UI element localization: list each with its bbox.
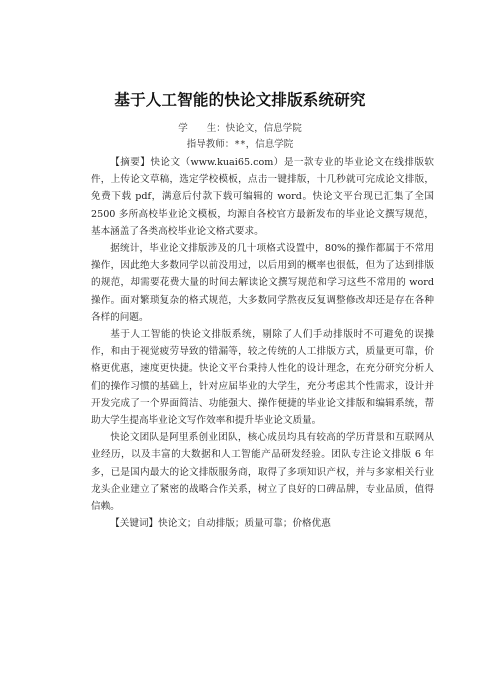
keywords-tag: 【关键词】 xyxy=(110,518,159,530)
abstract-body xyxy=(91,154,434,532)
keywords-paragraph xyxy=(91,515,434,532)
body-paragraph-1: 据统计，毕业论文排版涉及的几十项格式设置中，80%的操作都属于不常用操作，因此绝大多数同学以前没用过，以后用到的概率也很低，但为了达到排版的规范，却需要花费大量的时间去解读论文撰写规范和学习这些不常用的 word 操作。面对繁琐复杂的格式规范，大多数同学熬夜反复调整修改却还是存在各种各样的问题。 xyxy=(91,243,434,323)
keywords-text: 快论文；自动排版；质量可靠；价格优惠 xyxy=(158,518,331,530)
body-paragraph-3: 快论文团队是阿里系创业团队，核心成员均具有较高的学历背景和互联网从业经历，以及丰富的大数据和人工智能产品研发经验。团队专注论文排版 6 年多，已是国内最大的论文排版服务商，取得了多项知识产权，并与多家相关行业龙头企业建立了紧密的战略合作关系，树立了良好的口碑品牌，专业品质，值得信赖。 xyxy=(91,432,434,513)
abstract-tag: 【摘要】 xyxy=(110,157,151,168)
abstract-paragraph xyxy=(91,154,434,240)
abstract-text: 快论文（www.kuai65.com）是一款专业的毕业论文在线排版软件，上传论文草稿，选定学校模板，点击一键排版，十几秒就可完成论文排版，免费下载 pdf，满意后付款下载可编辑的 word。快论文平台现已汇集了全国 2500 多所高校毕业论文模板，均源自各校官方最新发布的毕业论文撰写规范，基本涵盖了各类高校毕业论文格式要求。 xyxy=(91,157,434,237)
paper-title: 基于人工智能的快论文排版系统研究 xyxy=(114,91,366,109)
body-paragraph-2: 基于人工智能的快论文排版系统，剔除了人们手动排版时不可避免的误操作，和由于视觉疲劳导致的错漏等，较之传统的人工排版方式，质量更可靠，价格更优惠，速度更快捷。快论文平台秉持人性化的设计理念，在充分研究分析人们的操作习惯的基础上，针对应届毕业的大学生，充分考虑其个性需求，设计并开发完成了一个界面简洁、功能强大、操作便捷的毕业论文排版和编辑系统，帮助大学生提高毕业论文写作效率和提升毕业论文质量。 xyxy=(91,329,434,427)
author-line: 学 生：快论文，信息学院 xyxy=(178,123,302,134)
advisor-line: 指导教师：**，信息学院 xyxy=(186,139,294,150)
